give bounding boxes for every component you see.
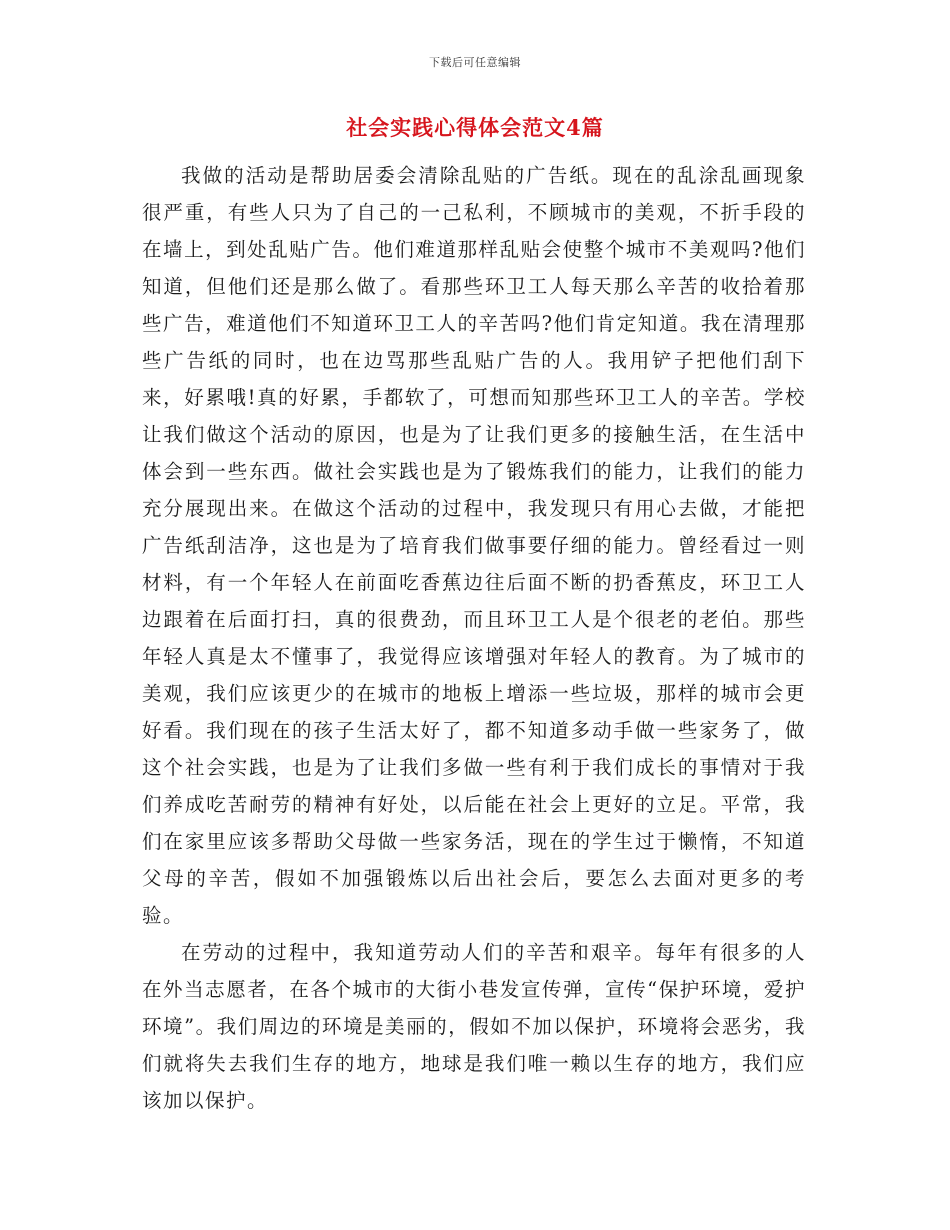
paragraph-2: 在劳动的过程中，我知道劳动人们的辛苦和艰辛。每年有很多的人在外当志愿者，在各个城市的大街小巷发宣传弹，宣传“保护环境，爱护环境”。我们周边的环境是美丽的，假如不加以保护，环境将会恶劣，我们就将失去我们生存的地方，地球是我们唯一赖以生存的地方，我们应该加以保护。 [142, 941, 806, 1112]
paragraph-1: 我做的活动是帮助居委会清除乱贴的广告纸。现在的乱涂乱画现象很严重，有些人只为了自己的一己私利，不顾城市的美观，不折手段的在墙上，到处乱贴广告。他们难道那样乱贴会使整个城市不美观吗?他们知道，但他们还是那么做了。看那些环卫工人每天那么辛苦的收拾着那些广告，难道他们不知道环卫工人的辛苦吗?他们肯定知道。我在清理那些广告纸的同时，也在边骂那些乱贴广告的人。我用铲子把他们刮下来，好累哦!真的好累，手都软了，可想而知那些环卫工人的辛苦。学校让我们做这个活动的原因，也是为了让我们更多的接触生活，在生活中体会到一些东西。做社会实践也是为了锻炼我们的能力，让我们的能力充分展现出来。在做这个活动的过程中，我发现只有用心去做，才能把广告纸刮洁净，这也是为了培育我们做事要仔细的能力。曾经看过一则材料，有一个年轻人在前面吃香蕉边往后面不断的扔香蕉皮，环卫工人边跟着在后面打扫，真的很费劲，而且环卫工人是个很老的老伯。那些年轻人真是太不懂事了，我觉得应该增强对年轻人的教育。为了城市的美观，我们应该更少的在城市的地板上增添一些垃圾，那样的城市会更好看。我们现在的孩子生活太好了，都不知道多动手做一些家务了，做这个社会实践，也是为了让我们多做一些有利于我们成长的事情对于我们养成吃苦耐劳的精神有好处，以后能在社会上更好的立足。平常，我们在家里应该多帮助父母做一些家务活，现在的学生过于懒惰，不知道父母的辛苦，假如不加强锻炼以后出社会后，要怎么去面对更多的考验。 [142, 164, 806, 927]
header-note: 下载后可任意编辑 [429, 56, 521, 69]
document-body [142, 157, 806, 1119]
document-title: 社会实践心得体会范文4篇 [346, 115, 604, 140]
